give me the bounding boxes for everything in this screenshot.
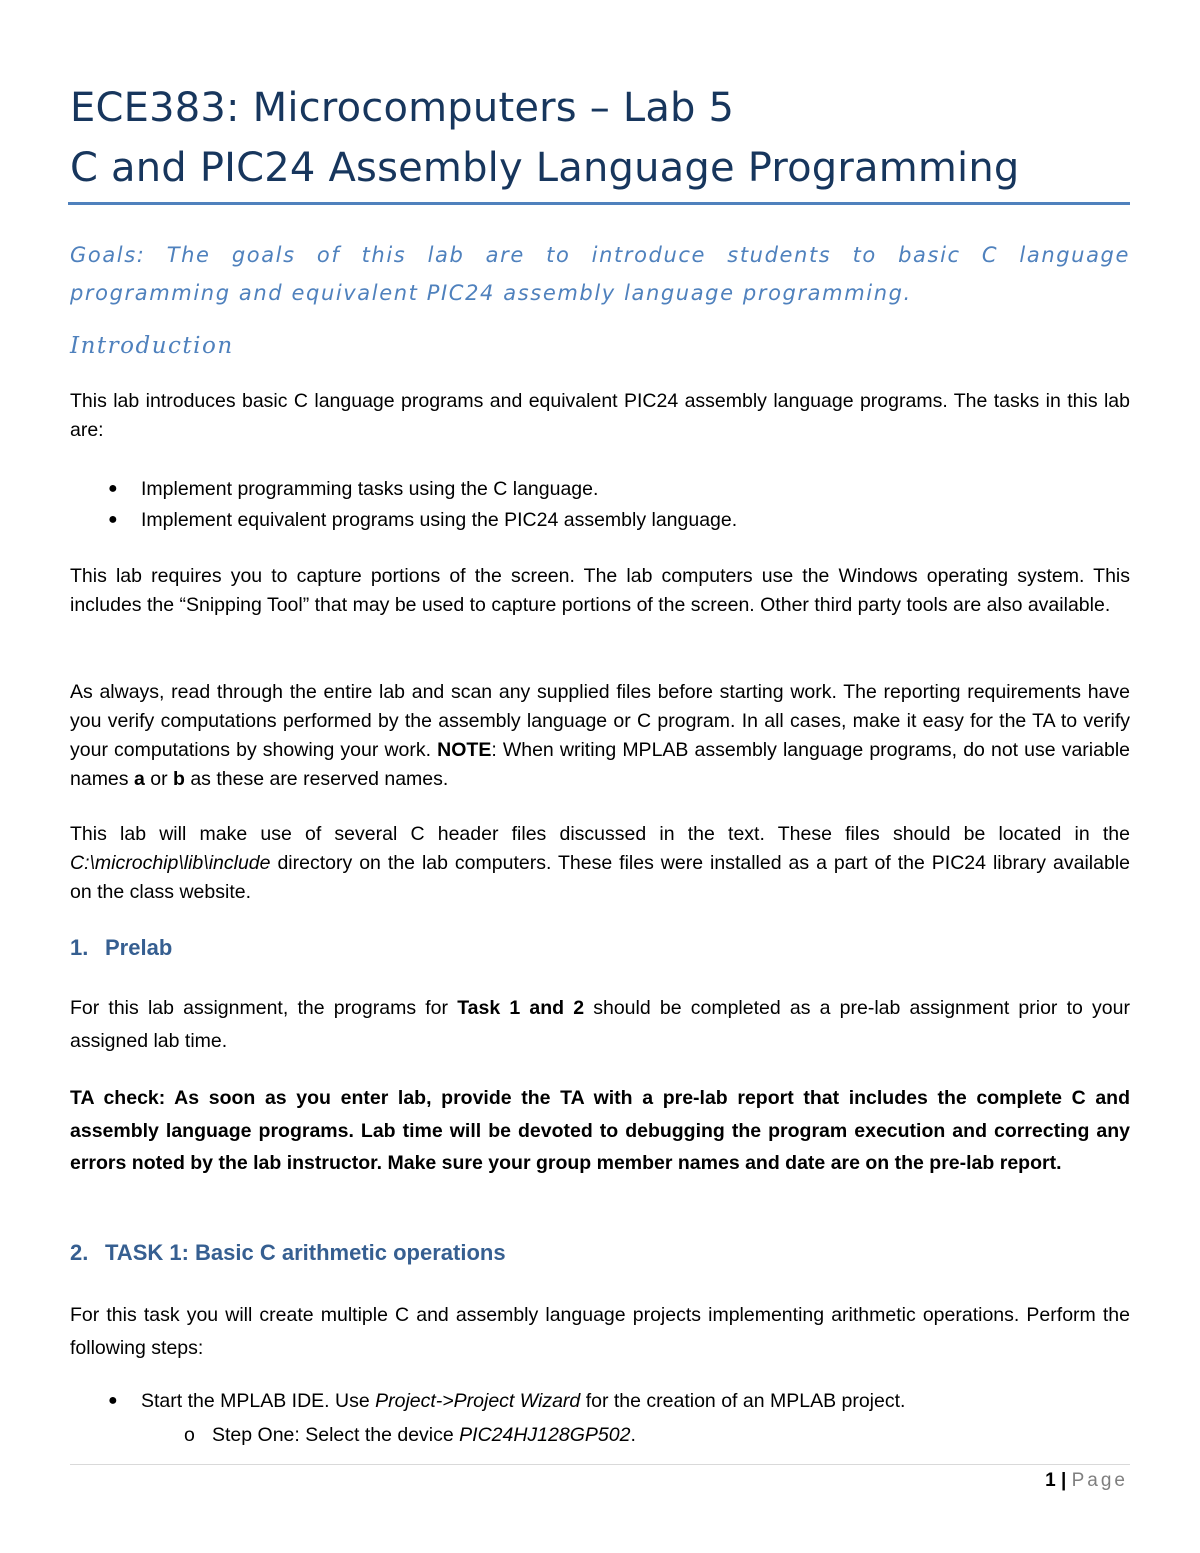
- page-number: 1: [1045, 1470, 1056, 1491]
- task1-steps-list: [70, 1386, 1130, 1417]
- title-divider: [68, 202, 1130, 205]
- intro-task-list: [70, 474, 1130, 535]
- section-heading-prelab: 1. Prelab: [70, 935, 173, 960]
- section-heading-task1: 2. TASK 1: Basic C arithmetic operations: [70, 1240, 506, 1265]
- intro-paragraph-1: This lab introduces basic C language programs and equivalent PIC24 assembly language programs. The tasks in this lab are:: [70, 390, 1130, 441]
- prelab-task-ref: Task 1 and 2: [457, 997, 585, 1019]
- goals-statement: Goals: The goals of this lab are to introduce students to basic C language programming and equivalent PIC24 assembly language programming.: [70, 243, 1130, 305]
- title-line-2: C and PIC24 Assembly Language Programming: [70, 145, 1020, 191]
- reserved-name-b: b: [173, 768, 185, 790]
- ta-check-paragraph: TA check: As soon as you enter lab, provide the TA with a pre-lab report that includes the complete C and assembly language programs. Lab time will be devoted to debugging the program execution and correcting any errors noted by the lab instructor. Make sure your group member names and date are on the pre-lab report.: [70, 1087, 1130, 1174]
- prelab-paragraph: For this lab assignment, the programs for Task 1 and 2 should be completed as a pre-lab assignment prior to your assigned lab time.: [70, 997, 1130, 1052]
- introduction-heading: Introduction: [70, 333, 234, 359]
- list-item: ● Implement equivalent programs using the PIC24 assembly language.: [70, 505, 1130, 536]
- intro-paragraph-3: As always, read through the entire lab and scan any supplied files before starting work. The reporting requirements have you verify computations performed by the assembly language or C program. In all cases, make it easy for the TA to verify your computations by showing your work. NOTE: When writing MPLAB assembly language programs, do not use variable names a or b as these are reserved names.: [70, 681, 1130, 790]
- bullet-icon: ●: [108, 1392, 118, 1409]
- task1-paragraph: For this task you will create multiple C and assembly language projects implementing arithmetic operations. Perform the following steps:: [70, 1304, 1130, 1359]
- note-label: NOTE: [437, 739, 492, 761]
- footer-separator: |: [1061, 1470, 1067, 1491]
- bullet-icon: ●: [108, 510, 118, 528]
- page-label: Page: [1071, 1470, 1128, 1491]
- list-item: ● Start the MPLAB IDE. Use Project->Project Wizard for the creation of an MPLAB project.: [70, 1386, 1130, 1417]
- include-path: C:\microchip\lib\include: [70, 852, 271, 874]
- page-footer: [1045, 1470, 1128, 1492]
- sub-bullet-icon: o: [184, 1424, 195, 1446]
- intro-paragraph-2: This lab requires you to capture portions of the screen. The lab computers use the Windows operating system. This includes the “Snipping Tool” that may be used to capture portions of the screen. Other third party tools are also available.: [70, 565, 1130, 616]
- device-name: PIC24HJ128GP502: [459, 1424, 631, 1446]
- intro-paragraph-4: This lab will make use of several C header files discussed in the text. These files should be located in the C:\microchip\lib\include directory on the lab computers. These files were installed as a part of the PIC24 library available on the class website.: [70, 823, 1130, 903]
- title-line-1: ECE383: Microcomputers – Lab 5: [70, 85, 735, 131]
- menu-path: Project->Project Wizard: [375, 1390, 581, 1412]
- footer-divider: [70, 1464, 1130, 1465]
- task1-substep: o Step One: Select the device PIC24HJ128GP502.: [212, 1420, 636, 1450]
- list-item: ● Implement programming tasks using the C language.: [70, 474, 1130, 505]
- reserved-name-a: a: [133, 768, 145, 790]
- bullet-icon: ●: [108, 480, 118, 497]
- document-title: [70, 78, 1130, 198]
